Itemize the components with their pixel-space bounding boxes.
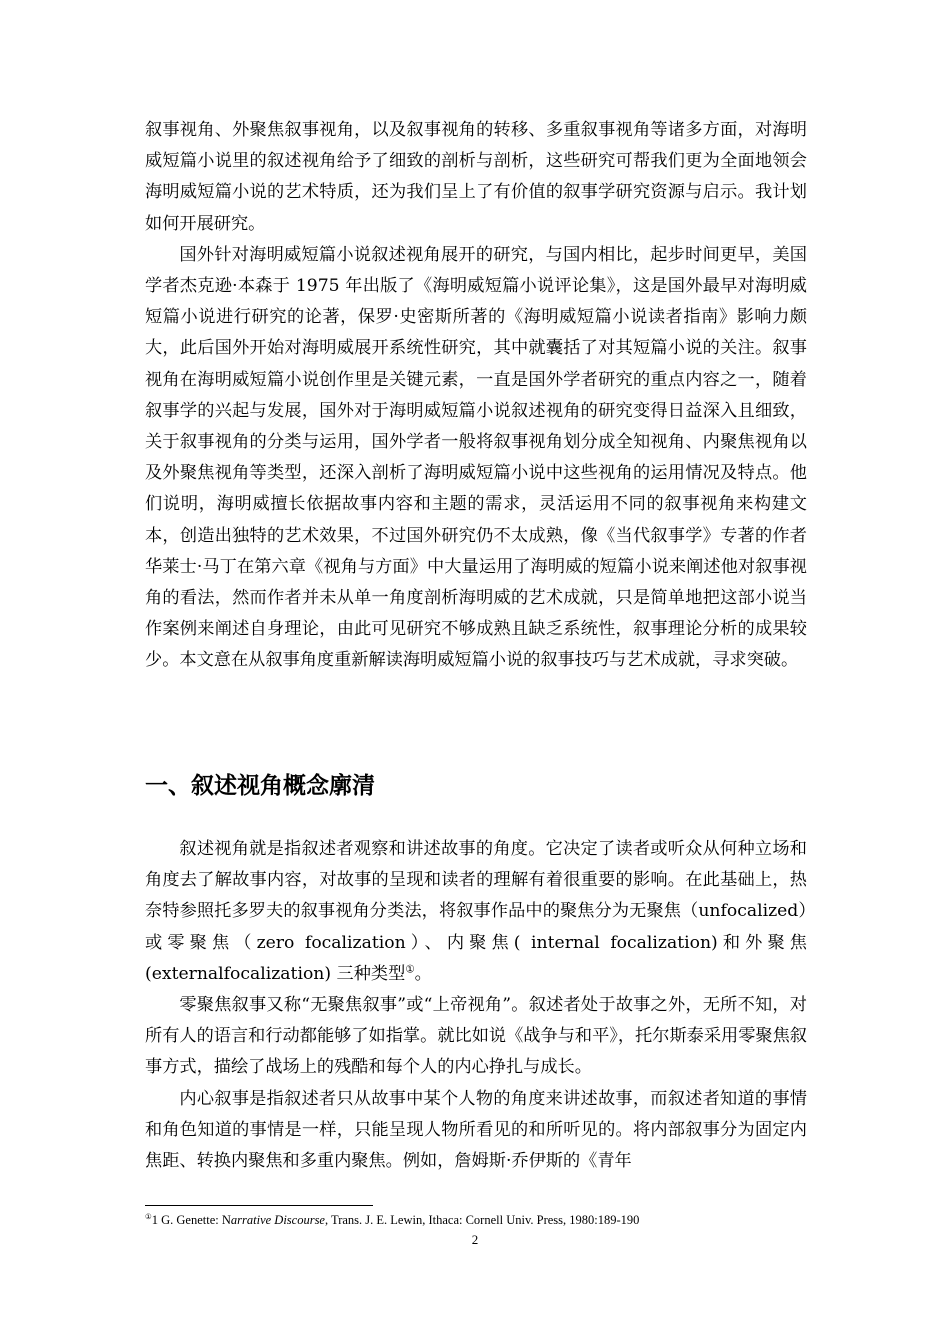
footnote-reference[interactable]: ① [405, 963, 415, 976]
footnote-suffix: , Trans. J. E. Lewin, Ithaca: Cornell Univ. Press, 1980:189-190 [324, 1213, 640, 1227]
page-number: 2 [471, 1232, 479, 1247]
paragraph-end: 。 [414, 963, 432, 984]
footnote-mark: ① [145, 1211, 152, 1221]
paragraph-zero-focalization: 零聚焦叙事又称“无聚焦叙事”或“上帝视角”。叙述者处于故事之外，无所不知，对所有人的语言和行动都能够了如指掌。就比如说《战争与和平》，托尔斯泰采用零聚焦叙事方式，描绘了战场上的残酷和每个人的内心挣扎与成长。 [145, 995, 807, 1078]
paragraph-internal-focalization: 内心叙事是指叙述者只从故事中某个人物的角度来讲述故事，而叙述者知道的事情和角色知道的事情是一样，只能呈现人物所看见的和所听见的。将内部叙事分为固定内焦距、转换内聚焦和多重内聚焦。例如，詹姆斯·乔伊斯的《青年 [145, 1088, 807, 1172]
paragraph-narrative-perspective [145, 834, 807, 990]
body-text-section [145, 834, 807, 1177]
footnote [145, 1211, 807, 1229]
paragraph-text: 叙述视角就是指叙述者观察和讲述故事的角度。它决定了读者或听众从何种立场和角度去了解故事内容，对故事的呈现和读者的理解有着很重要的影响。在此基础上，热奈特参照托多罗夫的叙事视角分类法，将叙事作品中的聚焦分为无聚焦（unfocalized）或零聚焦（zero focalization）、内聚焦( internal focalization)和外聚焦(externalfocalization) 三种类型 [145, 839, 807, 984]
footnote-divider [145, 1205, 373, 1206]
footnote-title: arrative Discourse [230, 1213, 325, 1227]
body-text-intro [145, 115, 807, 677]
footnote-prefix: 1 G. Genette: N [151, 1213, 231, 1227]
section-heading: 一、叙述视角概念廓清 [145, 773, 375, 799]
paragraph-continuation: 叙事视角、外聚焦叙事视角，以及叙事视角的转移、多重叙事视角等诸多方面，对海明威短篇小说里的叙述视角给予了细致的剖析与剖析，这些研究可帮我们更为全面地领会海明威短篇小说的艺术特质，还为我们呈上了有价值的叙事学研究资源与启示。我计划如何开展研究。 [145, 120, 807, 234]
paragraph-foreign-research: 国外针对海明威短篇小说叙述视角展开的研究，与国内相比，起步时间更早，美国学者杰克逊·本森于 1975 年出版了《海明威短篇小说评论集》，这是国外最早对海明威短篇小说进行研究的论著，保罗·史密斯所著的《海明威短篇小说读者指南》影响力颇大，此后国外开始对海明威展开系统性研究，其中就囊括了对其短篇小说的关注。叙事视角在海明威短篇小说创作里是关键元素，一直是国外学者研究的重点内容之一，随着叙事学的兴起与发展，国外对于海明威短篇小说叙述视角的研究变得日益深入且细致，关于叙事视角的分类与运用，国外学者一般将叙事视角划分成全知视角、内聚焦视角以及外聚焦视角等类型，还深入剖析了海明威短篇小说中这些视角的运用情况及特点。他们说明，海明威擅长依据故事内容和主题的需求，灵活运用不同的叙事视角来构建文本，创造出独特的艺术效果，不过国外研究仍不太成熟，像《当代叙事学》专著的作者华莱士·马丁在第六章《视角与方面》中大量运用了海明威的短篇小说来阐述他对叙事视角的看法，然而作者并未从单一角度剖析海明威的艺术成就，只是简单地把这部小说当作案例来阐述自身理论，由此可见研究不够成熟且缺乏系统性，叙事理论分析的成果较少。本文意在从叙事角度重新解读海明威短篇小说的叙事技巧与艺术成就，寻求突破。 [145, 244, 807, 671]
